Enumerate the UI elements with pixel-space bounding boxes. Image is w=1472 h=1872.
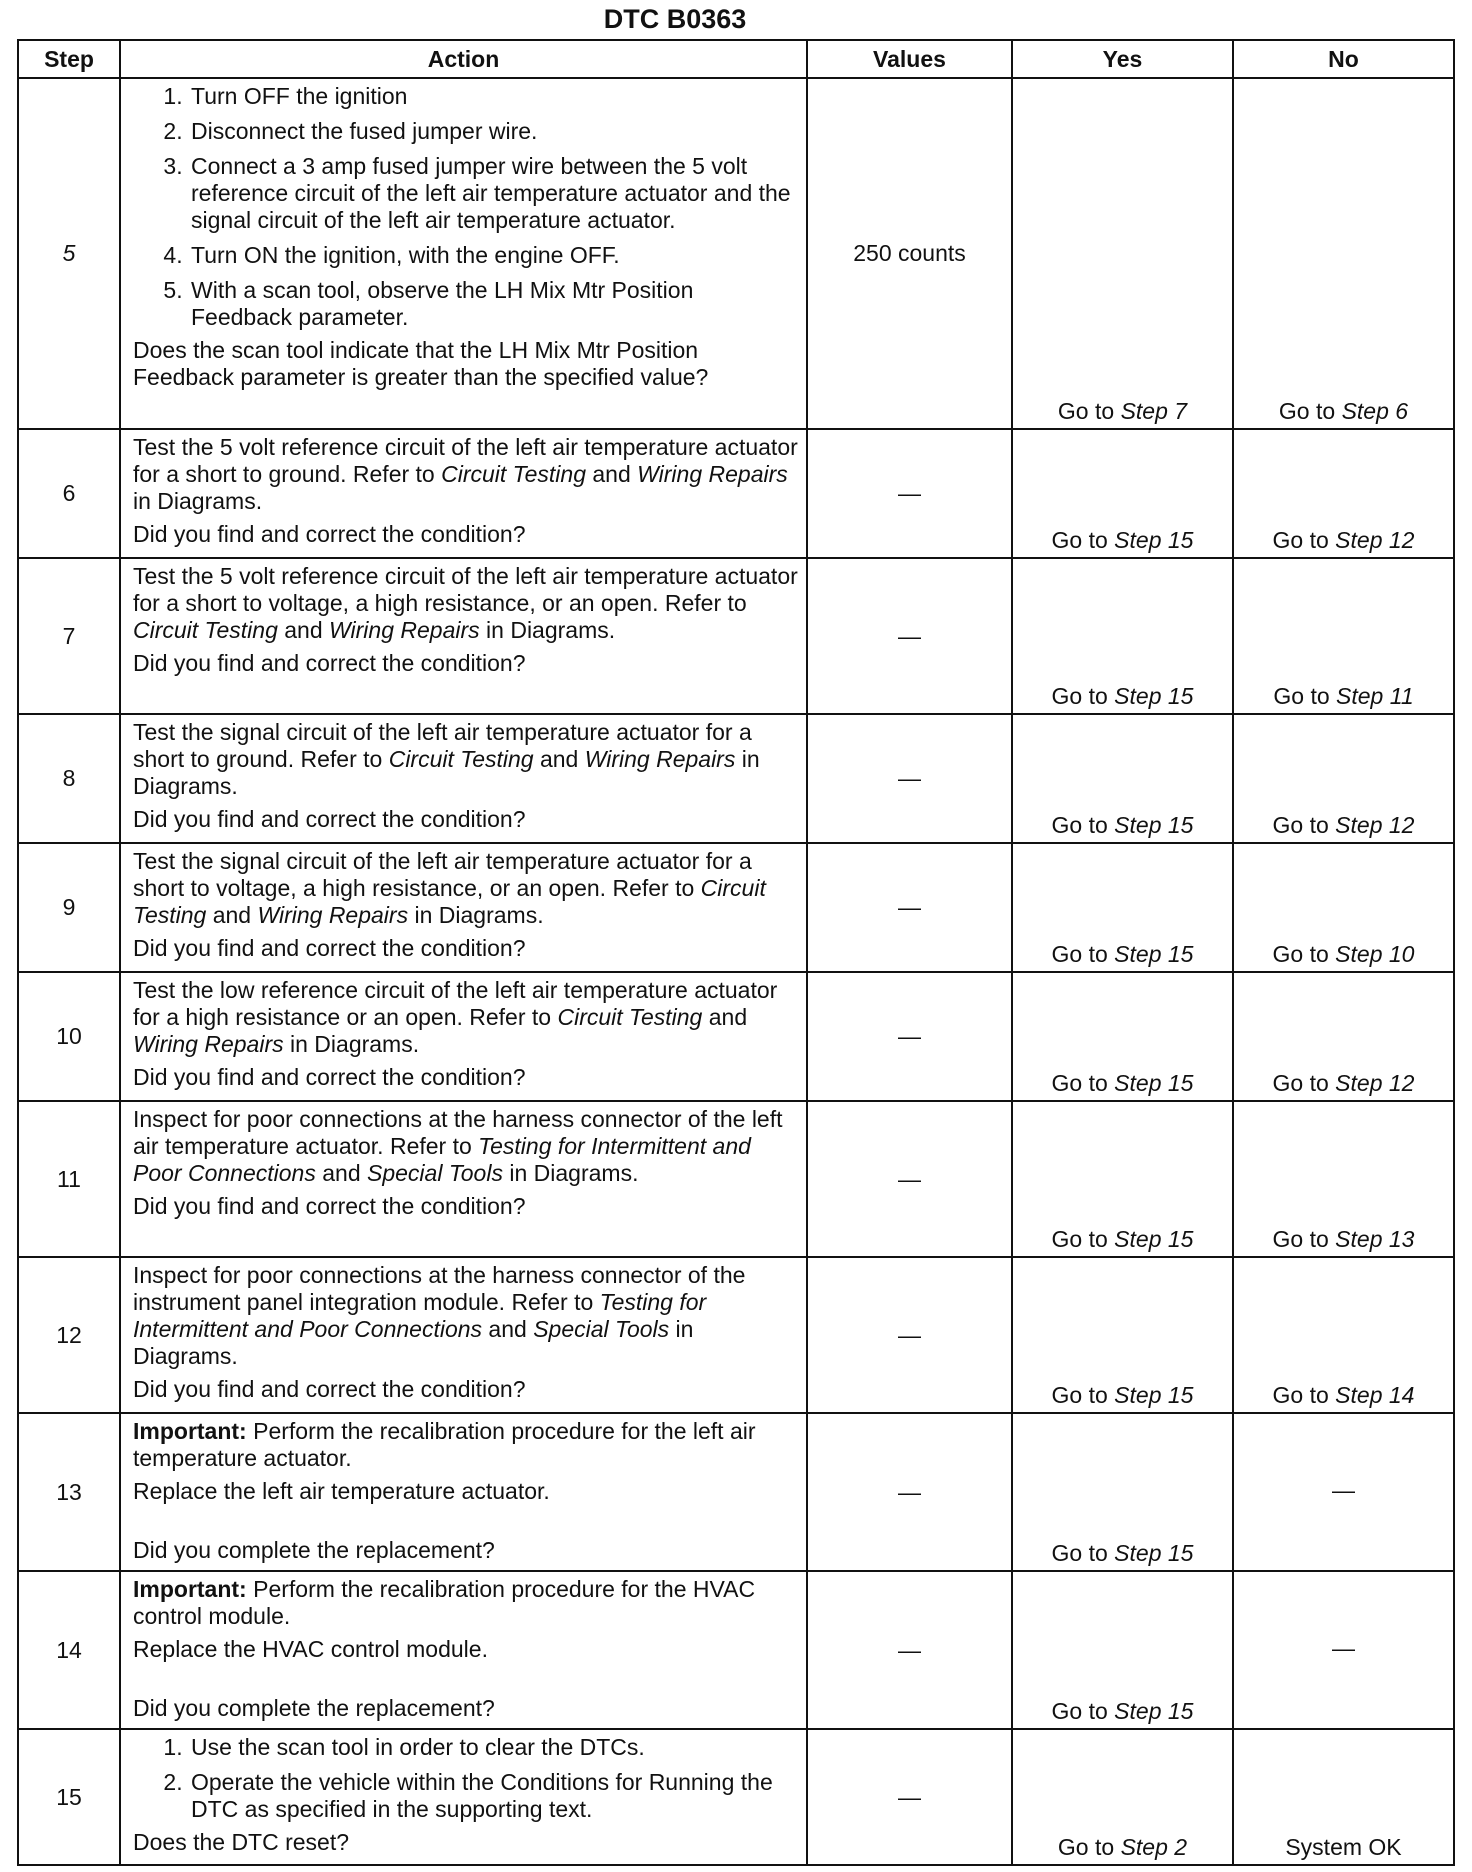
table-row [18,429,1454,558]
no-cell: Go to Step 13 [1233,1101,1454,1257]
header-row [18,40,1454,78]
list-item: 3. Connect a 3 amp fused jumper wire between the 5 volt reference circuit of the left air temperature actuator and the signal circuit of the left air temperature actuator. [189,153,798,234]
action-cell [120,714,807,843]
table-row [18,714,1454,843]
action-cell [120,1101,807,1257]
no-step-link: Step 12 [1335,1070,1415,1096]
reference-link: Testing for Intermittent and Poor Connections [133,1133,751,1186]
action-text: Inspect for poor connections at the harness connector of the left air temperature actuator. Refer to Testing for Intermittent and Poor Connections and Special Tools in Diagrams. [133,1106,783,1186]
question: Does the DTC reset? [133,1829,350,1855]
reference-link: Circuit Testing [133,617,278,643]
table-row [18,1571,1454,1729]
no-cell: Go to Step 12 [1233,714,1454,843]
no-step-link: Step 12 [1335,812,1415,838]
yes-step-link: Step 15 [1114,1226,1194,1252]
question: Did you find and correct the condition? [133,1376,526,1402]
reference-link: Circuit Testing [388,746,534,772]
step-number: 13 [18,1413,120,1571]
no-cell: Go to Step 10 [1233,843,1454,972]
question: Does the scan tool indicate that the LH Mix Mtr Position Feedback parameter is greater than the specified value? [133,337,709,390]
question: Did you find and correct the condition? [133,935,526,961]
no-step-link: Step 6 [1341,398,1409,424]
yes-cell: Go to Step 15 [1012,1413,1233,1571]
reference-link: Circuit Testing [557,1004,703,1030]
question: Did you find and correct the condition? [133,1193,526,1219]
step-number: 14 [18,1571,120,1729]
action-cell [120,558,807,714]
value-cell: — [807,972,1012,1101]
action-cell [120,1729,807,1865]
value-cell: — [807,429,1012,558]
header-action: Action [120,40,807,78]
no-cell: Go to Step 12 [1233,429,1454,558]
step-number: 10 [18,972,120,1101]
reference-link: Wiring Repairs [257,902,409,928]
action-text: Inspect for poor connections at the harness connector of the instrument panel integration module. Refer to Testing for Intermittent and Poor Connections and Special Tools in Diagrams. [133,1262,746,1369]
question: Did you find and correct the condition? [133,806,526,832]
list-item: 1. Use the scan tool in order to clear the DTCs. [189,1734,798,1761]
step-number: 6 [18,429,120,558]
action-cell [120,1571,807,1729]
action-cell [120,1413,807,1571]
yes-cell: Go to Step 15 [1012,1257,1233,1413]
important-label: Important: [133,1418,247,1444]
table-row [18,972,1454,1101]
reference-link: Wiring Repairs [584,746,736,772]
header-no: No [1233,40,1454,78]
action-text: Test the signal circuit of the left air temperature actuator for a short to voltage, a high resistance, or an open. Refer to Circuit Testing and Wiring Repairs in Diagrams. [133,848,766,928]
yes-cell: Go to Step 15 [1012,429,1233,558]
no-cell [1233,78,1454,429]
instruction: Replace the HVAC control module. [133,1636,488,1662]
question: Did you find and correct the condition? [133,521,526,547]
list-item: 5. With a scan tool, observe the LH Mix Mtr Position Feedback parameter. [189,277,798,331]
step-number: 8 [18,714,120,843]
reference-link: Circuit Testing [441,461,586,487]
yes-step-link: Step 2 [1120,1834,1188,1860]
yes-step-link: Step 15 [1114,1540,1194,1566]
reference-link: Wiring Repairs [133,1031,284,1057]
question: Did you find and correct the condition? [133,650,526,676]
yes-cell: Go to Step 15 [1012,1571,1233,1729]
table-row [18,78,1454,429]
header-values: Values [807,40,1012,78]
value-cell: — [807,1413,1012,1571]
no-cell: Go to Step 14 [1233,1257,1454,1413]
question: Did you complete the replacement? [133,1695,495,1721]
step-number: 5 [18,78,120,429]
yes-step-link: Step 15 [1114,1382,1194,1408]
yes-cell: Go to Step 15 [1012,1101,1233,1257]
yes-step-link: Step 7 [1120,398,1188,424]
action-text: Test the 5 volt reference circuit of the left air temperature actuator for a short to ground. Refer to Circuit Testing and Wiring Repairs in Diagrams. [133,434,798,514]
table-row [18,1101,1454,1257]
no-prefix: Go to [1278,398,1342,424]
action-text: Test the low reference circuit of the left air temperature actuator for a high resistance or an open. Refer to Circuit Testing and Wiring Repairs in Diagrams. [133,977,778,1057]
page-title: DTC B0363 [603,4,747,34]
value-cell: — [807,714,1012,843]
no-cell: Go to Step 11 [1233,558,1454,714]
header-yes: Yes [1012,40,1233,78]
yes-cell: Go to Step 2 [1012,1729,1233,1865]
action-cell [120,843,807,972]
yes-cell: Go to Step 15 [1012,714,1233,843]
reference-link: Circuit Testing [133,875,766,928]
value-cell: — [807,558,1012,714]
no-cell: System OK [1233,1729,1454,1865]
reference-link: Special Tools [367,1160,503,1186]
list-item: 2. Disconnect the fused jumper wire. [189,118,798,145]
question: Did you complete the replacement? [133,1537,495,1563]
no-step-link: Step 13 [1335,1226,1415,1252]
value-cell: — [807,1571,1012,1729]
yes-step-link: Step 15 [1114,683,1194,709]
action-text: Test the signal circuit of the left air temperature actuator for a short to ground. Refer to Circuit Testing and Wiring Repairs in Diagrams. [133,719,760,799]
question: Did you find and correct the condition? [133,1064,526,1090]
yes-step-link: Step 15 [1114,1070,1194,1096]
step-number: 15 [18,1729,120,1865]
action-list [133,1734,798,1823]
action-cell [120,429,807,558]
reference-link: Special Tools [533,1316,670,1342]
action-cell [120,1257,807,1413]
value-cell: — [807,1101,1012,1257]
no-step-link: Step 10 [1335,941,1415,967]
value-cell: 250 counts [807,78,1012,429]
dtc-table [17,39,1455,1866]
step-number: 7 [18,558,120,714]
list-item: 2. Operate the vehicle within the Conditions for Running the DTC as specified in the supporting text. [189,1769,798,1823]
value-cell: — [807,1257,1012,1413]
no-step-link: Step 12 [1335,527,1415,553]
table-row [18,1729,1454,1865]
step-number: 11 [18,1101,120,1257]
step-number: 9 [18,843,120,972]
yes-cell: Go to Step 15 [1012,972,1233,1101]
action-list [133,83,798,331]
no-cell: — [1233,1413,1454,1571]
no-step-link: Step 14 [1335,1382,1415,1408]
reference-link: Testing for Intermittent and Poor Connections [133,1289,707,1342]
yes-cell: Go to Step 15 [1012,843,1233,972]
action-text: Test the 5 volt reference circuit of the left air temperature actuator for a short to voltage, a high resistance, or an open. Refer to Circuit Testing and Wiring Repairs in Diagrams. [133,563,798,643]
table-row [18,1257,1454,1413]
yes-step-link: Step 15 [1114,812,1194,838]
header-step: Step [18,40,120,78]
no-step-link: Step 11 [1336,683,1414,709]
yes-prefix: Go to [1057,398,1121,424]
action-cell [120,972,807,1101]
instruction: Replace the left air temperature actuator. [133,1478,550,1504]
yes-cell: Go to Step 15 [1012,558,1233,714]
no-cell: — [1233,1571,1454,1729]
action-cell [120,78,807,429]
step-number: 12 [18,1257,120,1413]
important-note: Important: Perform the recalibration procedure for the HVAC control module. [133,1576,756,1629]
yes-step-link: Step 15 [1114,1698,1194,1724]
table-row [18,1413,1454,1571]
list-item: 1. Turn OFF the ignition [189,83,798,110]
reference-link: Wiring Repairs [637,461,788,487]
no-cell: Go to Step 12 [1233,972,1454,1101]
value-cell: — [807,1729,1012,1865]
list-item: 4. Turn ON the ignition, with the engine OFF. [189,242,798,269]
reference-link: Wiring Repairs [329,617,480,643]
yes-step-link: Step 15 [1114,941,1194,967]
value-cell: — [807,843,1012,972]
table-row [18,843,1454,972]
important-note: Important: Perform the recalibration procedure for the left air temperature actuator. [133,1418,756,1471]
table-row [18,558,1454,714]
yes-cell [1012,78,1233,429]
yes-step-link: Step 15 [1114,527,1194,553]
important-label: Important: [133,1576,247,1602]
